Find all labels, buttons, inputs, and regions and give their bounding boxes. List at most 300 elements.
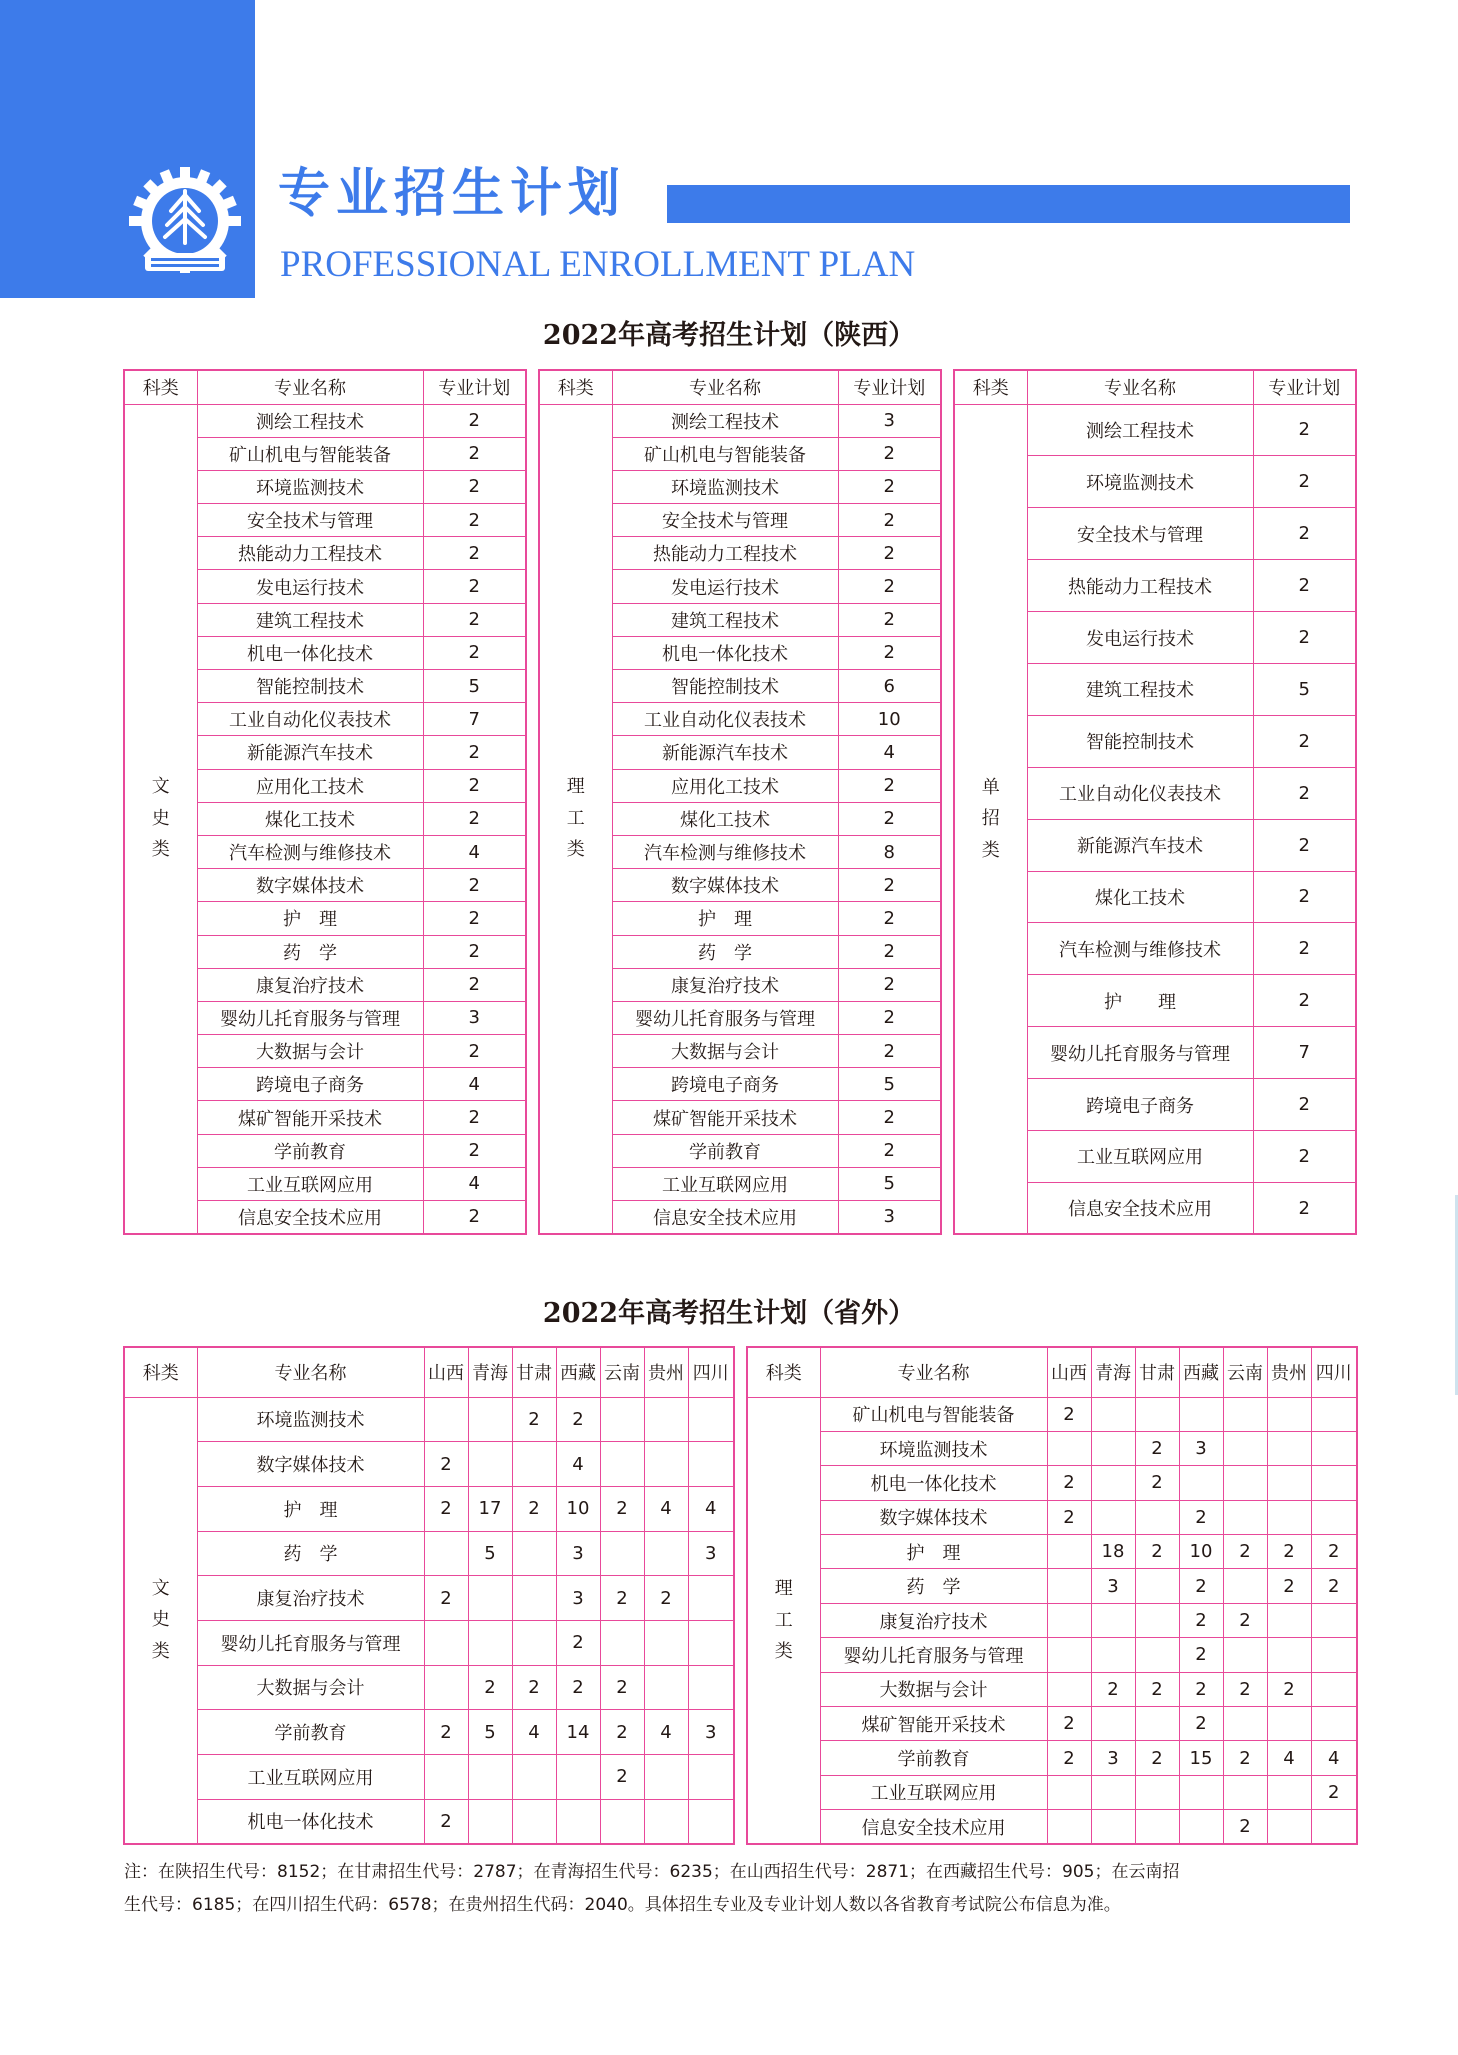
- plan-count-cell: 2: [1253, 1079, 1356, 1131]
- major-name-cell: 新能源汽车技术: [197, 736, 423, 769]
- major-name-cell: 工业互联网应用: [612, 1167, 838, 1200]
- plan-count-cell: [556, 1755, 600, 1800]
- plan-count-cell: [1179, 1397, 1223, 1431]
- plan-count-cell: 2: [838, 1134, 941, 1167]
- plan-count-cell: [688, 1799, 734, 1844]
- plan-count-cell: [468, 1576, 512, 1621]
- plan-count-cell: 2: [423, 802, 526, 835]
- plan-count-cell: [1223, 1638, 1267, 1672]
- major-name-cell: 大数据与会计: [820, 1672, 1047, 1706]
- major-name-cell: 工业互联网应用: [1027, 1130, 1253, 1182]
- plan-count-cell: [1311, 1431, 1357, 1465]
- plan-count-cell: 2: [1253, 404, 1356, 456]
- plan-count-cell: 2: [1253, 612, 1356, 664]
- major-name-cell: 汽车检测与维修技术: [1027, 923, 1253, 975]
- major-name-cell: 应用化工技术: [612, 769, 838, 802]
- col-header-province: 甘肃: [512, 1347, 556, 1397]
- plan-count-cell: 2: [1179, 1500, 1223, 1534]
- plan-count-cell: [424, 1755, 468, 1800]
- col-header-province: 贵州: [644, 1347, 688, 1397]
- category-cell: [124, 404, 197, 1234]
- plan-count-cell: [512, 1755, 556, 1800]
- plan-count-cell: 2: [424, 1710, 468, 1755]
- page-title: 专业招生计划: [278, 164, 627, 224]
- major-name-cell: 测绘工程技术: [197, 404, 423, 437]
- plan-count-cell: 2: [423, 1035, 526, 1068]
- plan-count-cell: [688, 1442, 734, 1487]
- plan-count-cell: [1135, 1603, 1179, 1637]
- major-name-cell: 康复治疗技术: [612, 968, 838, 1001]
- plan-count-cell: [424, 1531, 468, 1576]
- major-name-cell: 婴幼儿托育服务与管理: [197, 1001, 423, 1034]
- major-name-cell: 婴幼儿托育服务与管理: [197, 1620, 424, 1665]
- plan-count-cell: 14: [556, 1710, 600, 1755]
- plan-count-cell: [1135, 1397, 1179, 1431]
- plan-count-cell: [1311, 1810, 1357, 1844]
- plan-count-cell: 2: [838, 537, 941, 570]
- major-name-cell: 数字媒体技术: [197, 1442, 424, 1487]
- major-name-cell: 跨境电子商务: [1027, 1079, 1253, 1131]
- major-name-cell: 信息安全技术应用: [820, 1810, 1047, 1844]
- col-header-province: 青海: [1091, 1347, 1135, 1397]
- major-name-cell: 护 理: [197, 1486, 424, 1531]
- table-row: [747, 1500, 1357, 1534]
- major-name-cell: 数字媒体技术: [197, 869, 423, 902]
- major-name-cell: 建筑工程技术: [612, 603, 838, 636]
- plan-count-cell: [468, 1442, 512, 1487]
- plan-count-cell: 3: [556, 1576, 600, 1621]
- page-subtitle: PROFESSIONAL ENROLLMENT PLAN: [280, 244, 916, 285]
- plan-count-cell: [1091, 1810, 1135, 1844]
- plan-count-cell: 2: [838, 935, 941, 968]
- table-row: [747, 1569, 1357, 1603]
- plan-count-cell: 2: [423, 470, 526, 503]
- major-name-cell: 矿山机电与智能装备: [197, 437, 423, 470]
- plan-count-cell: [556, 1799, 600, 1844]
- plan-count-cell: [468, 1397, 512, 1442]
- major-name-cell: 学前教育: [612, 1134, 838, 1167]
- plan-count-cell: 2: [1253, 715, 1356, 767]
- footnote: [124, 1856, 1324, 1922]
- plan-count-cell: 3: [1179, 1431, 1223, 1465]
- plan-count-cell: 2: [838, 902, 941, 935]
- col-header-province: 四川: [688, 1347, 734, 1397]
- plan-count-cell: 2: [423, 769, 526, 802]
- plan-count-cell: 4: [512, 1710, 556, 1755]
- plan-count-cell: [1047, 1535, 1091, 1569]
- plan-count-cell: 2: [423, 437, 526, 470]
- col-header-category: 科类: [747, 1347, 820, 1397]
- plan-count-cell: [644, 1755, 688, 1800]
- major-name-cell: 建筑工程技术: [197, 603, 423, 636]
- major-name-cell: 煤化工技术: [612, 802, 838, 835]
- plan-count-cell: 10: [1179, 1535, 1223, 1569]
- plan-count-cell: [1047, 1672, 1091, 1706]
- plan-count-cell: [600, 1531, 644, 1576]
- major-name-cell: 测绘工程技术: [1027, 404, 1253, 456]
- footnote-line-2: 生代号：6185；在四川招生代码：6578；在贵州招生代码：2040。具体招生专业及专业计划人数以各省教育考试院公布信息为准。: [124, 1895, 1121, 1915]
- plan-count-cell: 2: [1253, 975, 1356, 1027]
- plan-count-cell: 7: [1253, 1027, 1356, 1079]
- table-row: [747, 1775, 1357, 1809]
- plan-count-cell: [1267, 1810, 1311, 1844]
- major-name-cell: 婴幼儿托育服务与管理: [612, 1001, 838, 1034]
- plan-count-cell: [600, 1799, 644, 1844]
- category-cell: [954, 404, 1027, 1234]
- major-name-cell: 学前教育: [820, 1741, 1047, 1775]
- plan-count-cell: [1135, 1569, 1179, 1603]
- col-header-category: 科类: [124, 1347, 197, 1397]
- table-row: [747, 1638, 1357, 1672]
- col-header-major: 专业名称: [1027, 370, 1253, 404]
- table-row: [747, 1466, 1357, 1500]
- plan-count-cell: 2: [1047, 1500, 1091, 1534]
- plan-count-cell: [424, 1620, 468, 1665]
- plan-count-cell: 2: [1311, 1775, 1357, 1809]
- plan-count-cell: [1223, 1707, 1267, 1741]
- plan-count-cell: 2: [1253, 560, 1356, 612]
- plan-count-cell: [688, 1755, 734, 1800]
- plan-count-cell: 2: [1253, 508, 1356, 560]
- plan-count-cell: [1179, 1810, 1223, 1844]
- plan-count-cell: [1311, 1500, 1357, 1534]
- table-row: [539, 404, 941, 437]
- plan-count-cell: 2: [1047, 1397, 1091, 1431]
- shaanxi-table-liberal-arts: [123, 369, 527, 1235]
- plan-count-cell: [1047, 1810, 1091, 1844]
- plan-count-cell: [1091, 1775, 1135, 1809]
- major-name-cell: 工业自动化仪表技术: [1027, 767, 1253, 819]
- plan-count-cell: [1267, 1397, 1311, 1431]
- plan-count-cell: [644, 1620, 688, 1665]
- table-row: [124, 1397, 734, 1442]
- table-row: [124, 1665, 734, 1710]
- col-header-province: 西藏: [556, 1347, 600, 1397]
- plan-count-cell: 2: [1253, 871, 1356, 923]
- category-char: 招: [981, 808, 1000, 830]
- major-name-cell: 煤矿智能开采技术: [820, 1707, 1047, 1741]
- table-row: [124, 1755, 734, 1800]
- plan-count-cell: 3: [838, 1201, 941, 1234]
- plan-count-cell: 2: [1253, 1182, 1356, 1234]
- plan-count-cell: 2: [644, 1576, 688, 1621]
- plan-count-cell: 2: [512, 1486, 556, 1531]
- plan-count-cell: 6: [838, 670, 941, 703]
- plan-count-cell: 2: [1253, 456, 1356, 508]
- major-name-cell: 智能控制技术: [197, 670, 423, 703]
- plan-count-cell: 2: [1267, 1672, 1311, 1706]
- major-name-cell: 康复治疗技术: [197, 968, 423, 1001]
- plan-count-cell: [644, 1799, 688, 1844]
- outside-table-liberal-arts: [123, 1346, 735, 1845]
- major-name-cell: 大数据与会计: [197, 1035, 423, 1068]
- major-name-cell: 新能源汽车技术: [612, 736, 838, 769]
- plan-count-cell: 2: [600, 1665, 644, 1710]
- col-header-major: 专业名称: [820, 1347, 1047, 1397]
- plan-count-cell: [1311, 1672, 1357, 1706]
- plan-count-cell: 2: [1135, 1431, 1179, 1465]
- plan-count-cell: [1223, 1431, 1267, 1465]
- major-name-cell: 环境监测技术: [612, 470, 838, 503]
- plan-count-cell: 10: [556, 1486, 600, 1531]
- category-char: 类: [151, 839, 170, 861]
- plan-count-cell: 2: [1223, 1810, 1267, 1844]
- col-header-major: 专业名称: [197, 1347, 424, 1397]
- category-char: 文: [151, 776, 170, 798]
- plan-count-cell: 2: [600, 1576, 644, 1621]
- plan-count-cell: 2: [838, 470, 941, 503]
- plan-count-cell: 2: [423, 603, 526, 636]
- category-char: 类: [151, 1640, 170, 1662]
- plan-count-cell: [1311, 1707, 1357, 1741]
- plan-count-cell: [424, 1665, 468, 1710]
- plan-count-cell: 2: [838, 769, 941, 802]
- major-name-cell: 煤矿智能开采技术: [197, 1101, 423, 1134]
- col-header-plan: 专业计划: [1253, 370, 1356, 404]
- category-char: 理: [774, 1578, 793, 1600]
- col-header-plan: 专业计划: [838, 370, 941, 404]
- plan-count-cell: [468, 1799, 512, 1844]
- plan-count-cell: 2: [1047, 1707, 1091, 1741]
- plan-count-cell: 3: [556, 1531, 600, 1576]
- plan-count-cell: 2: [1223, 1535, 1267, 1569]
- table-row: [747, 1810, 1357, 1844]
- plan-count-cell: 2: [424, 1799, 468, 1844]
- plan-count-cell: 15: [1179, 1741, 1223, 1775]
- plan-count-cell: 10: [838, 703, 941, 736]
- table-row: [124, 404, 526, 437]
- plan-count-cell: [1047, 1603, 1091, 1637]
- major-name-cell: 环境监测技术: [820, 1431, 1047, 1465]
- plan-count-cell: [512, 1576, 556, 1621]
- table-row: [747, 1707, 1357, 1741]
- plan-count-cell: [512, 1620, 556, 1665]
- plan-count-cell: 2: [838, 504, 941, 537]
- major-name-cell: 机电一体化技术: [820, 1466, 1047, 1500]
- plan-count-cell: 2: [1047, 1466, 1091, 1500]
- category-char: 类: [566, 839, 585, 861]
- plan-count-cell: 2: [1091, 1672, 1135, 1706]
- outside-table-science: [746, 1346, 1358, 1845]
- plan-count-cell: [1135, 1775, 1179, 1809]
- table-row: [747, 1397, 1357, 1431]
- col-header-province: 山西: [1047, 1347, 1091, 1397]
- plan-count-cell: 4: [688, 1486, 734, 1531]
- col-header-province: 云南: [600, 1347, 644, 1397]
- plan-count-cell: [1091, 1397, 1135, 1431]
- plan-count-cell: 3: [1091, 1741, 1135, 1775]
- plan-count-cell: 2: [1179, 1569, 1223, 1603]
- plan-count-cell: [1223, 1500, 1267, 1534]
- plan-count-cell: [1267, 1466, 1311, 1500]
- col-header-province: 西藏: [1179, 1347, 1223, 1397]
- shaanxi-table-single-recruit: [953, 369, 1357, 1235]
- plan-count-cell: 4: [838, 736, 941, 769]
- plan-count-cell: [1135, 1638, 1179, 1672]
- table-row: [747, 1741, 1357, 1775]
- major-name-cell: 环境监测技术: [197, 1397, 424, 1442]
- plan-count-cell: [512, 1531, 556, 1576]
- plan-count-cell: 2: [424, 1486, 468, 1531]
- plan-count-cell: 2: [1253, 923, 1356, 975]
- major-name-cell: 发电运行技术: [1027, 612, 1253, 664]
- major-name-cell: 安全技术与管理: [1027, 508, 1253, 560]
- col-header-category: 科类: [539, 370, 612, 404]
- plan-count-cell: [644, 1531, 688, 1576]
- plan-count-cell: [1135, 1707, 1179, 1741]
- major-name-cell: 婴幼儿托育服务与管理: [1027, 1027, 1253, 1079]
- plan-count-cell: 2: [1179, 1603, 1223, 1637]
- major-name-cell: 汽车检测与维修技术: [612, 835, 838, 868]
- major-name-cell: 智能控制技术: [612, 670, 838, 703]
- major-name-cell: 矿山机电与智能装备: [612, 437, 838, 470]
- major-name-cell: 药 学: [612, 935, 838, 968]
- plan-count-cell: 2: [838, 437, 941, 470]
- category-char: 单: [981, 776, 1000, 798]
- plan-count-cell: 5: [1253, 663, 1356, 715]
- plan-count-cell: 18: [1091, 1535, 1135, 1569]
- plan-count-cell: 2: [838, 570, 941, 603]
- major-name-cell: 煤矿智能开采技术: [612, 1101, 838, 1134]
- plan-count-cell: 17: [468, 1486, 512, 1531]
- plan-count-cell: 2: [1223, 1672, 1267, 1706]
- col-header-category: 科类: [124, 370, 197, 404]
- plan-count-cell: 4: [1267, 1741, 1311, 1775]
- plan-count-cell: 2: [423, 636, 526, 669]
- plan-count-cell: [1091, 1431, 1135, 1465]
- plan-count-cell: 2: [1253, 1130, 1356, 1182]
- school-logo-icon: [125, 165, 245, 285]
- major-name-cell: 矿山机电与智能装备: [820, 1397, 1047, 1431]
- plan-count-cell: 2: [424, 1442, 468, 1487]
- major-name-cell: 学前教育: [197, 1710, 424, 1755]
- plan-count-cell: [1267, 1500, 1311, 1534]
- major-name-cell: 汽车检测与维修技术: [197, 835, 423, 868]
- plan-count-cell: 2: [1253, 767, 1356, 819]
- plan-count-cell: 4: [423, 1068, 526, 1101]
- plan-count-cell: 2: [423, 1201, 526, 1234]
- plan-count-cell: 2: [424, 1576, 468, 1621]
- category-char: 类: [981, 839, 1000, 861]
- plan-count-cell: 2: [423, 537, 526, 570]
- plan-count-cell: [1091, 1500, 1135, 1534]
- major-name-cell: 跨境电子商务: [612, 1068, 838, 1101]
- plan-count-cell: [644, 1442, 688, 1487]
- plan-count-cell: 2: [423, 504, 526, 537]
- major-name-cell: 大数据与会计: [612, 1035, 838, 1068]
- plan-count-cell: [1311, 1397, 1357, 1431]
- logo-panel: [0, 0, 255, 298]
- plan-count-cell: [1179, 1466, 1223, 1500]
- plan-count-cell: 2: [1179, 1638, 1223, 1672]
- plan-count-cell: 2: [1047, 1741, 1091, 1775]
- plan-count-cell: [1223, 1569, 1267, 1603]
- category-char: 史: [151, 1609, 170, 1631]
- major-name-cell: 工业自动化仪表技术: [197, 703, 423, 736]
- table-row: [747, 1672, 1357, 1706]
- plan-count-cell: [688, 1665, 734, 1710]
- major-name-cell: 发电运行技术: [612, 570, 838, 603]
- plan-count-cell: 2: [1267, 1569, 1311, 1603]
- plan-count-cell: [688, 1576, 734, 1621]
- plan-count-cell: [644, 1665, 688, 1710]
- plan-count-cell: [1179, 1775, 1223, 1809]
- plan-count-cell: [468, 1755, 512, 1800]
- plan-count-cell: [1267, 1431, 1311, 1465]
- col-header-major: 专业名称: [197, 370, 423, 404]
- plan-count-cell: [688, 1397, 734, 1442]
- major-name-cell: 新能源汽车技术: [1027, 819, 1253, 871]
- plan-count-cell: 2: [423, 736, 526, 769]
- plan-count-cell: 2: [1253, 819, 1356, 871]
- plan-count-cell: [600, 1397, 644, 1442]
- plan-count-cell: 4: [556, 1442, 600, 1487]
- major-name-cell: 护 理: [820, 1535, 1047, 1569]
- major-name-cell: 康复治疗技术: [197, 1576, 424, 1621]
- col-header-province: 甘肃: [1135, 1347, 1179, 1397]
- major-name-cell: 智能控制技术: [1027, 715, 1253, 767]
- plan-count-cell: [1047, 1569, 1091, 1603]
- plan-count-cell: [1091, 1638, 1135, 1672]
- category-char: 史: [151, 807, 170, 829]
- plan-count-cell: 2: [423, 968, 526, 1001]
- plan-count-cell: 2: [1223, 1741, 1267, 1775]
- plan-count-cell: [688, 1620, 734, 1665]
- major-name-cell: 测绘工程技术: [612, 404, 838, 437]
- table-row: [747, 1535, 1357, 1569]
- col-header-province: 四川: [1311, 1347, 1357, 1397]
- col-header-category: 科类: [954, 370, 1027, 404]
- major-name-cell: 学前教育: [197, 1134, 423, 1167]
- col-header-province: 贵州: [1267, 1347, 1311, 1397]
- plan-count-cell: 5: [468, 1710, 512, 1755]
- major-name-cell: 信息安全技术应用: [612, 1201, 838, 1234]
- major-name-cell: 环境监测技术: [1027, 456, 1253, 508]
- plan-count-cell: 2: [838, 1035, 941, 1068]
- plan-count-cell: 2: [600, 1710, 644, 1755]
- shaanxi-section-title: 2022年高考招生计划（陕西）: [542, 320, 916, 351]
- major-name-cell: 热能动力工程技术: [1027, 560, 1253, 612]
- major-name-cell: 护 理: [197, 902, 423, 935]
- table-row: [124, 1486, 734, 1531]
- plan-count-cell: 2: [423, 1101, 526, 1134]
- plan-count-cell: 2: [1179, 1707, 1223, 1741]
- category-cell: [747, 1397, 820, 1844]
- col-header-province: 青海: [468, 1347, 512, 1397]
- plan-count-cell: 7: [423, 703, 526, 736]
- plan-count-cell: 5: [423, 670, 526, 703]
- category-char: 工: [566, 807, 585, 829]
- table-row: [124, 1620, 734, 1665]
- plan-count-cell: 2: [838, 636, 941, 669]
- table-row: [124, 1442, 734, 1487]
- plan-count-cell: 2: [556, 1665, 600, 1710]
- plan-count-cell: 2: [838, 603, 941, 636]
- plan-count-cell: 4: [423, 835, 526, 868]
- col-header-province: 山西: [424, 1347, 468, 1397]
- plan-count-cell: 2: [1135, 1741, 1179, 1775]
- major-name-cell: 发电运行技术: [197, 570, 423, 603]
- plan-count-cell: 4: [644, 1486, 688, 1531]
- major-name-cell: 康复治疗技术: [820, 1603, 1047, 1637]
- plan-count-cell: [1223, 1466, 1267, 1500]
- major-name-cell: 机电一体化技术: [612, 636, 838, 669]
- plan-count-cell: [424, 1397, 468, 1442]
- major-name-cell: 工业互联网应用: [820, 1775, 1047, 1809]
- plan-count-cell: 2: [512, 1397, 556, 1442]
- plan-count-cell: 3: [688, 1710, 734, 1755]
- plan-count-cell: 4: [644, 1710, 688, 1755]
